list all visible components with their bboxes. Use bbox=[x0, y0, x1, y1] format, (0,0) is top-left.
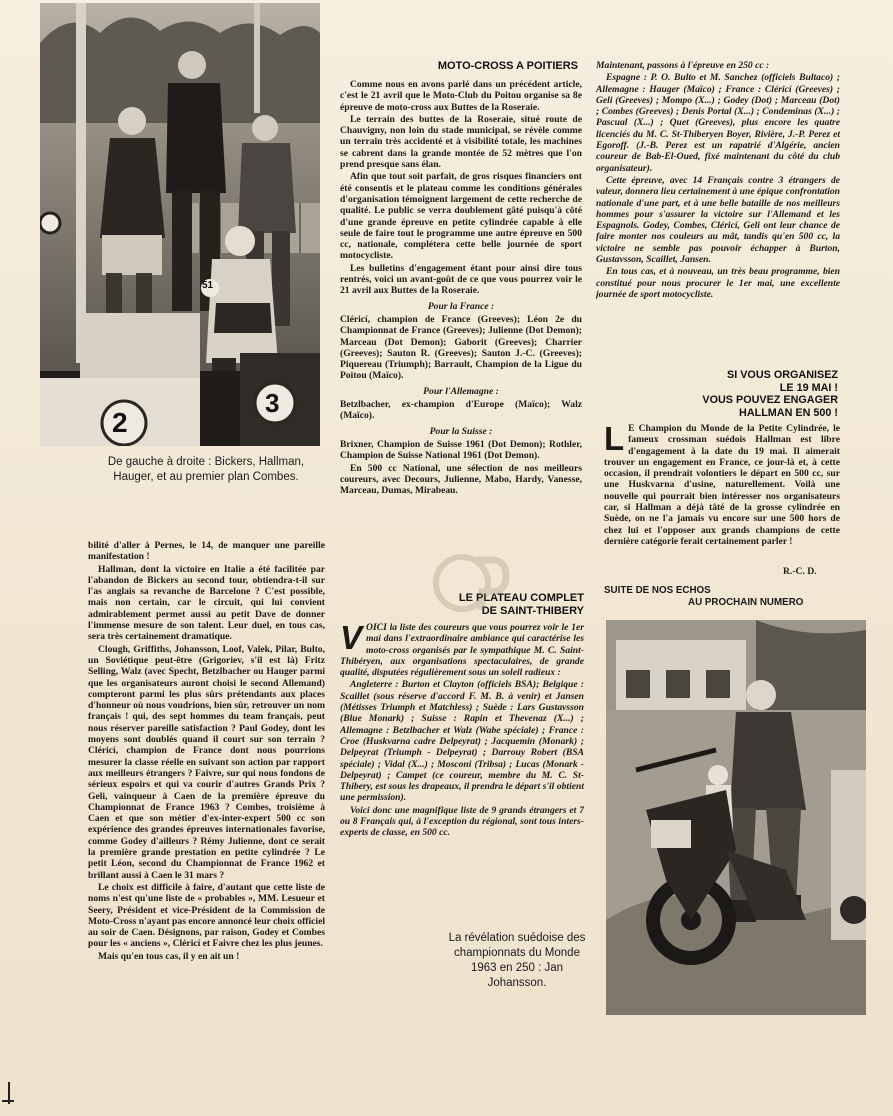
watermark-logo-icon bbox=[432, 548, 512, 618]
hallman-headline-line1: SI VOUS ORGANISEZ bbox=[727, 369, 838, 381]
hallman-text bbox=[604, 423, 840, 547]
suite-echos bbox=[604, 585, 840, 609]
left-column bbox=[88, 540, 325, 1020]
johansson-photo bbox=[606, 620, 866, 1015]
hallman-signature: R.-C. D. bbox=[783, 566, 817, 577]
hallman-headline bbox=[600, 369, 838, 419]
poitiers-paragraph-1: Comme nous en avons parlé dans un précédent article, c'est le 21 avril que le Moto-Club du Poitou organise sa 8e épreuve de moto-cross aux Buttes de la Roseraie. bbox=[340, 79, 582, 113]
left-paragraph-2: Hallman, dont la victoire en Italie a été facilitée par l'abandon de Bickers au second tour, obtiendra-t-il sur l'as anglais sa revanche de Barcelone ? C'est possible, mais non certain, car le circuit, qui lui convient admirablement permet aussi au petit Dave de donner l'immense mesure de son talent. Leur duel, en tous cas, sera très certainement dramatique. bbox=[88, 563, 325, 643]
podium-photo-image bbox=[40, 3, 320, 446]
swiss-entries: Brixner, Champion de Suisse 1961 (Dot Demon); Rothler, Champion de Suisse National 1961 (Dot Demon). bbox=[340, 438, 582, 462]
hallman-headline-line4: HALLMAN EN 500 ! bbox=[739, 406, 838, 419]
right-paragraph-1: Maintenant, passons à l'épreuve en 250 cc : bbox=[596, 60, 770, 71]
left-paragraph-4: Le choix est difficile à faire, d'autant que cette liste de noms n'est qu'une liste de « probables », MM. Lesueur et Seery, Président et vice-Président de la Commission de Moto-Cross n'ayant pas encore annoncé leur choix officiel au soir de Caen. Désignons, par raison, Godey et Combes pour les « anciens », Cléricí et Faivre chez les plus jeunes. bbox=[88, 881, 325, 950]
swiss-subtitle: Pour la Suisse : bbox=[429, 425, 493, 437]
left-paragraph-3: Clough, Griffiths, Johansson, Loof, Valek, Pilar, Bulto, un Soviétique peut-être (Grigoriev, s'il est là) Fritz Selling, Walz (avec Specht, Betzlbacher ou Hauger parmi que les organisateurs auront choisi le second Allemand) compteront parmi les plus sûrs prétendants aux places d'honneur où nous voudrions, bien sûr, retrouver un nom français ! qui, des sept hommes du team français, peut nous réserver pareille satisfaction ? Paul Godey, dont les moyens sont doublés quand il court sur son terrain ? Cléricí, champion de France dont nous pourrions mesurer la classe réelle en suivant son action par rapport aux meilleurs étrangers ? Faivre, sur qui nous fondons de sérieux espoirs et qui va courir d'autres Grands Prix ? Geli, vainqueur à Caen de la première épreuve du Championnat de France 1963 ? Combes, troisième à Caen et que son métier d'ex-inter-expert 500 cc son expérience des grandes épreuves internationales favorise, comme Godey d'ailleurs ? Rémy Julienne, dont ce serait la première grande prestation en petite cylindrée ? Le petit Léon, second du Championnat de France 1962 et brillant aussi à Caen le 31 mars ? bbox=[88, 643, 325, 881]
plateau-dropcap: V bbox=[340, 622, 363, 656]
hallman-headline-line3: VOUS POUVEZ ENGAGER bbox=[702, 394, 838, 407]
saint-thibery-headline-line1: LE PLATEAU COMPLET bbox=[458, 592, 584, 604]
middle-column-top bbox=[340, 79, 582, 585]
podium-photo bbox=[40, 3, 320, 446]
plateau-intro bbox=[340, 622, 584, 678]
johansson-photo-image bbox=[606, 620, 866, 1015]
hallman-article bbox=[604, 423, 840, 571]
plateau-closing: Voici donc une magnifique liste de 9 grands étrangers et 7 ou 8 Français qui, à l'exception du régional, sont tous inters-experts de classe, en 500 cc. bbox=[340, 804, 584, 839]
saint-thibery-headline-line2: DE SAINT-THIBERY bbox=[481, 605, 584, 617]
suite-echos-line2: AU PROCHAIN NUMERO bbox=[688, 597, 804, 608]
france-subtitle: Pour la France : bbox=[427, 300, 495, 312]
germany-subtitle: Pour l'Allemagne : bbox=[423, 385, 499, 397]
national-500-entries: En 500 cc National, une sélection de nos meilleurs coureurs, avec Decours, Julienne, Mabo, Hardy, Vanesse, Marceau, Dumas, Mirabeau. bbox=[340, 462, 582, 497]
middle-column-bottom bbox=[340, 622, 584, 894]
poitiers-paragraph-4: Les bulletins d'engagement étant pour ainsi dire tous rentrés, voici un avant-goût de ce que vous pourrez voir le 21 avril aux Buttes de la Roseraie. bbox=[340, 262, 582, 297]
podium-number-3: 3 bbox=[265, 388, 280, 418]
hallman-text-body: E Champion du Monde de la Petite Cylindrée, le fameux crossman suédois Hallman est libre d'engagement à la date du 19 mai. Il aimerait trouver un engagement en France, ce jour-là et, à cette occasion, il prendrait volontiers le départ en 500 cc, sur une Huskvarna d'usine, naturellement. Voilà une nouvelle qui pourrait bien intéresser nos organisateurs car, si Hallman a déjà tâté de la grosse cylindrée en Suède, on ne l'a jamais vu encore sur une 500 hors de chez lui et l'opposer aux grands champions de cette dernière catégorie ferait certainement parler ! bbox=[604, 423, 840, 547]
plateau-list: Angleterre : Burton et Clayton (officiels BSA); Belgique : Scaillet (sous réserve d'accord F. M. B. à venir) et Jansen (Métisses Triumph et Matchless) ; Suède : Lars Gustavsson (Blue Monark) ; Suisse : Rapin et Thevenaz (X...) ; Allemagne : Betzlbacher et Walz (Wabe spéciale) ; France : Croe (Huskvarna cadre Delpeyrat) ; Jacquemin (Monark) ; Delpeyrat (Triumph - Delpeyrat) ; Darrouy Robert (BSA spéciale) ; Vidal (X...) ; Mosconi (Tribsa) ; Lucas (Monark - Delpeyrat) ; Campet (ce coureur, membre du M. C. St-Thibery, est sous les drapeaux, il prendra le départ s'il obtient une permission). bbox=[340, 679, 584, 804]
poitiers-headline: MOTO-CROSS A POITIERS bbox=[437, 60, 578, 72]
fold-mark-base bbox=[2, 1100, 14, 1102]
left-paragraph-5: Mais qu'en tous cas, il y en ait un ! bbox=[98, 950, 240, 962]
suite-echos-line1: SUITE DE NOS ECHOS bbox=[604, 585, 711, 596]
plateau-intro-text: OICI la liste des coureurs que vous pourrez voir le 1er mai dans l'extraordinaire ambiance qui caractérise les moto-cross organisés par le sympathique M. C. Saint-Thibéryen, aux organisations spectaculaires, de grande qualité, disputées régulièrement sous un soleil radieux : bbox=[340, 622, 584, 679]
podium-caption: De gauche à droite : Bickers, Hallman, Hauger, et au premier plan Combes. bbox=[107, 456, 305, 483]
hallman-dropcap: L bbox=[604, 423, 625, 457]
johansson-caption: La révélation suédoise des championnats du Monde 1963 en 250 : Jan Johansson. bbox=[448, 932, 586, 989]
germany-entries: Betzlbacher, ex-champion d'Europe (Maïco); Walz (Maïco). bbox=[340, 399, 582, 422]
right-paragraph-4: En tous cas, et à nouveau, un très beau programme, bien constitué pour nous procurer le 1er mai, une excellente journée de sport motocycliste. bbox=[596, 266, 840, 300]
podium-number-2: 2 bbox=[112, 407, 128, 438]
poitiers-paragraph-3: Afin que tout soit parfait, de gros risques financiers ont été consentis et le plateau comme les conditions générales d'organisation témoignent largement de cette recherche de qualité. Le public se verra doublement gâté puisqu'à côté d'une grande épreuve en petite cylindrée capable à elle seule de faire tout le programme une autre épreuve en 500 cc, nationale, complétera cette belle journée de sport motocycliste. bbox=[340, 171, 582, 262]
rider-number: 51 bbox=[202, 280, 214, 291]
poitiers-paragraph-2: Le terrain des buttes de la Roseraie, situé route de Chauvigny, non loin du stade municipal, se révèle comme un terrain très accidenté et à visibilité totale, les machines se cabrent dans la grande montée de 52 mètres que l'on prend presque sans élan. bbox=[340, 113, 582, 171]
hallman-headline-line2: LE 19 MAI ! bbox=[779, 381, 838, 394]
right-paragraph-2: Espagne : P. O. Bulto et M. Sanchez (officiels Bultaco) ; Allemagne : Hauger (Maïco) ; France : Cléricí (Greeves) ; Geli (Greeves) ; Mompo (X...) ; Godey (Dot) ; Marceau (Dot) ; Combes (Greeves) ; Denis Portal (X...) ; Condeminas (X...) ; Pascual (X...) ; Quet (Greeves), plus encore les quatre licenciés du M. C. St-Thiberyen Boyer, Rivière, J.-P. Perez et Egoroff. (J.-B. Perez est un rapatrié d'Algérie, ancien coureur de Bab-El-Oued, fixé maintenant du côté du club organisateur). bbox=[596, 72, 840, 174]
right-column-top bbox=[596, 60, 840, 360]
left-paragraph-1: bilité d'aller à Pernes, le 14, de manquer une pareille manifestation ! bbox=[88, 540, 325, 563]
france-entries: Cléricí, champion de France (Greeves); Léon 2e du Championnat de France (Greeves); Julienne (Dot Demon); Marceau (Dot Demon); Gaborit (Greeves); Charrier (Greeves); Sauton R. (Greeves); Sauton J.-C. (Greeves); Piquereau (Triumph); Barrault, Champion de la Ligue du Poitou (Maïco). bbox=[340, 313, 582, 382]
right-paragraph-3: Cette épreuve, avec 14 Français contre 3 étrangers de valeur, donnera lieu certainement à une épique confrontation nationale d'une part, et à une belle bataille de nos meilleurs hommes pour s'assurer la victoire sur l'Allemand et les Espagnols. Godey, Combes, Cléricí, Geli ont leur chance de faire monter nos couleurs au mât, tandis qu'en 500 cc, la victoire ne semble pas pouvoir échapper à Burton, Gustavsson, Scaillet, Jansen. bbox=[596, 174, 840, 266]
